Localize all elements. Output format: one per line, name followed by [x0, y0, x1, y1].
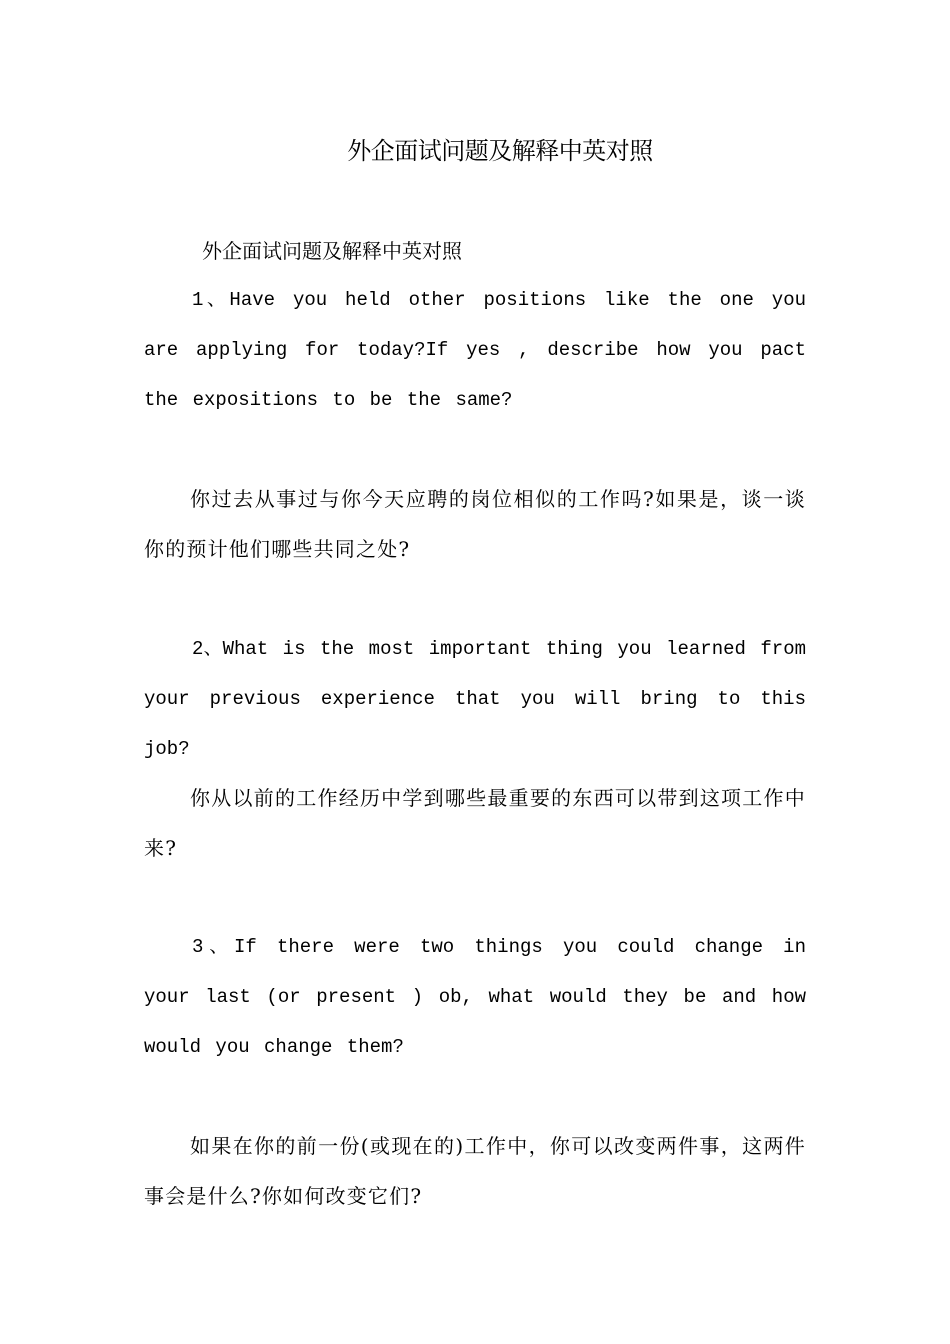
question-3-chinese: 如果在你的前一份(或现在的)工作中，你可以改变两件事，这两件事会是什么?你如何改变它们? — [144, 1134, 806, 1208]
document-title: 外企面试问题及解释中英对照 — [347, 137, 653, 165]
question-1-english: 1、Have you held other positions like the one you are applying for today?If yes , describe how you pact the expositions to be the same? — [144, 289, 806, 411]
document-subtitle: 外企面试问题及解释中英对照 — [202, 239, 462, 263]
question-2-english: 2、What is the most important thing you learned from your previous experience that you will bring to this job? — [144, 638, 806, 760]
question-3-english: 3、If there were two things you could change in your last (or present ) ob, what would they be and how would you change them? — [144, 936, 806, 1058]
question-1-chinese: 你过去从事过与你今天应聘的岗位相似的工作吗?如果是，谈一谈你的预计他们哪些共同之处? — [144, 487, 806, 561]
question-2-chinese: 你从以前的工作经历中学到哪些最重要的东西可以带到这项工作中来? — [144, 786, 806, 860]
